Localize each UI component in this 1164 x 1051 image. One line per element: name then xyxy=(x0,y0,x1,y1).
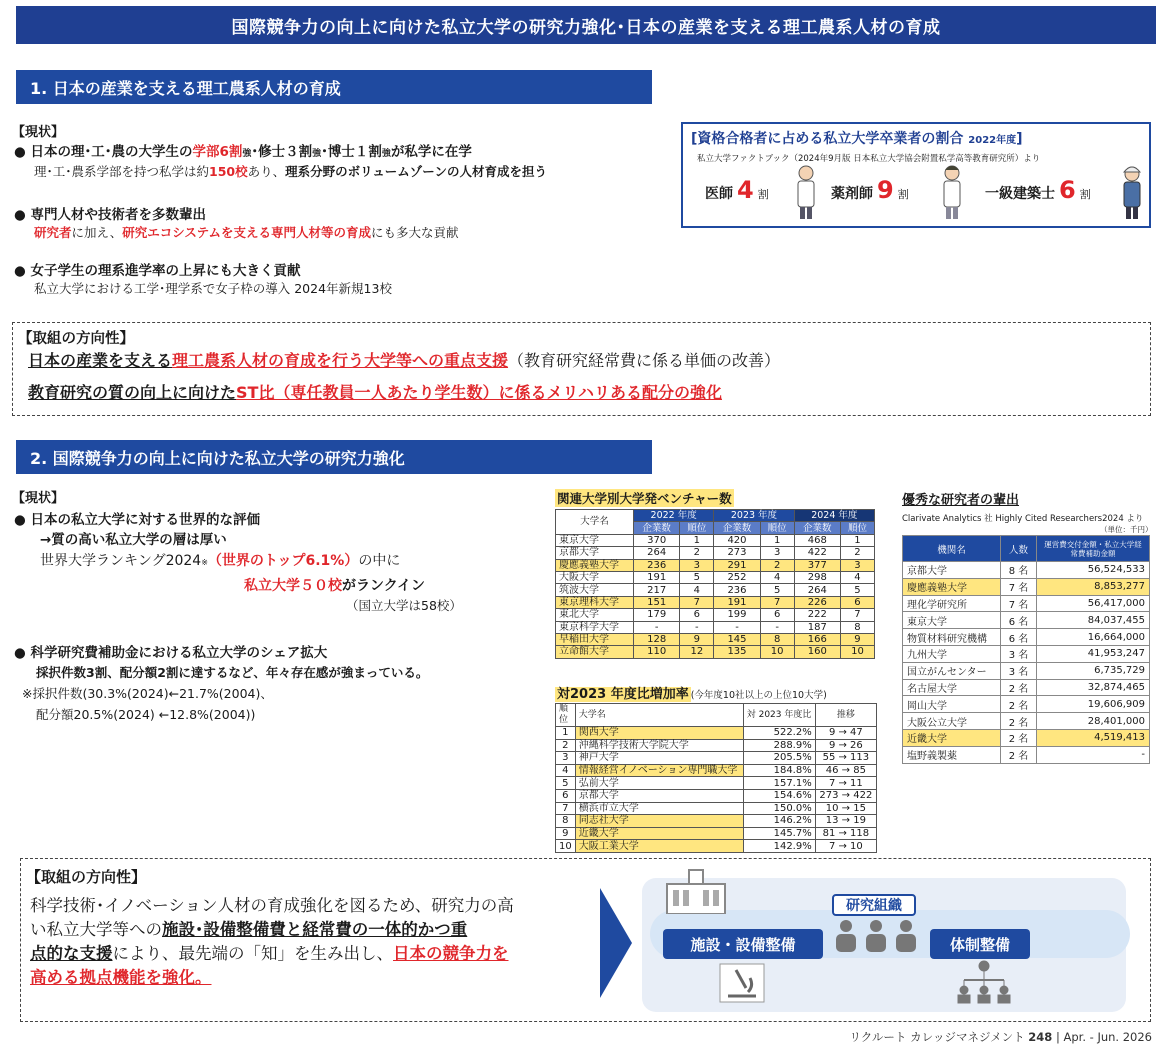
qualification-source: 私立大学ファクトブック（2024年9月版 日本私立大学協会附置私学高等教育研究所）より xyxy=(697,154,1041,164)
researchers-title: 優秀な研究者の輩出 xyxy=(902,493,1020,508)
growth-row xyxy=(556,752,877,765)
s1-bullet2: ● 専門人材や技術者を多数輩出 xyxy=(14,207,206,223)
venture-row xyxy=(556,571,875,583)
growth-cell-trend: 55 → 113 xyxy=(815,752,876,765)
venture-cell-a: 264 xyxy=(634,547,680,559)
venture-cell-ar: 4 xyxy=(680,584,714,596)
growth-title: 対2023 年度比増加率 xyxy=(557,687,689,702)
growth-cell-ratio: 146.2% xyxy=(743,815,815,828)
s2-bullet1-line3: 世界大学ランキング2024※（世界のトップ6.1%）の中に xyxy=(40,553,401,569)
growth-cell-rank: 5 xyxy=(556,777,576,790)
org-label: 研究組織 xyxy=(832,894,916,916)
venture-cell-ar: 2 xyxy=(680,547,714,559)
qual-pharmacist: 薬剤師 9 割 xyxy=(831,176,909,204)
section2-title: 2. 国際競争力の向上に向けた私立大学の研究力強化 xyxy=(16,440,652,474)
venture-row xyxy=(556,584,875,596)
s1-direction-line2: 教育研究の質の向上に向けたST比（専任教員一人あたり学生数）に係るメリハリある配分の強化 xyxy=(28,383,722,402)
venture-cell-cr: 2 xyxy=(840,547,874,559)
growth-h-name: 大学名 xyxy=(575,704,743,727)
researchers-cell-count: 8 名 xyxy=(1001,562,1037,579)
venture-cell-br: 7 xyxy=(760,596,794,608)
venture-cell-n: 東京理科大学 xyxy=(556,596,634,608)
venture-cell-br: 8 xyxy=(760,633,794,645)
growth-cell-rank: 1 xyxy=(556,727,576,740)
footer xyxy=(850,1029,1153,1045)
venture-cell-a: 110 xyxy=(634,646,680,658)
s2-note1: ※採択件数(30.3%(2024)←21.7%(2004)、 xyxy=(22,686,273,701)
researchers-cell-inst: 名古屋大学 xyxy=(903,679,1001,696)
growth-cell-rank: 3 xyxy=(556,752,576,765)
venture-row xyxy=(556,646,875,658)
footer-date: Apr. - Jun. 2026 xyxy=(1063,1030,1152,1044)
org-chart-icon xyxy=(955,960,1013,1004)
venture-cell-cr: 4 xyxy=(840,571,874,583)
venture-cell-cr: 6 xyxy=(840,596,874,608)
growth-cell-name: 京都大学 xyxy=(575,789,743,802)
s2-note2: 配分額20.5%(2024) ←12.8%(2004)) xyxy=(36,707,256,722)
venture-cell-br: 3 xyxy=(760,547,794,559)
architect-icon xyxy=(1119,164,1145,220)
venture-cell-n: 早稲田大学 xyxy=(556,633,634,645)
system-label: 体制整備 xyxy=(930,929,1030,959)
qual-doctor: 医師 4 割 xyxy=(705,176,769,204)
s2-bullet1: ● 日本の私立大学に対する世界的な評価 xyxy=(14,512,260,528)
researchers-table xyxy=(902,535,1150,764)
growth-cell-name: 弘前大学 xyxy=(575,777,743,790)
researchers-row xyxy=(903,729,1150,746)
venture-cell-b: 135 xyxy=(714,646,760,658)
venture-cell-b: 236 xyxy=(714,584,760,596)
venture-row xyxy=(556,534,875,546)
researchers-cell-inst: 国立がんセンター xyxy=(903,662,1001,679)
venture-cell-c: 468 xyxy=(794,534,840,546)
venture-cell-c: 187 xyxy=(794,621,840,633)
researchers-unit: （単位：千円） xyxy=(1100,525,1153,534)
growth-h-ratio: 対 2023 年度比 xyxy=(743,704,815,727)
venture-row xyxy=(556,609,875,621)
venture-cell-a: 151 xyxy=(634,596,680,608)
growth-cell-name: 情報経営イノベーション専門職大学 xyxy=(575,764,743,777)
growth-row xyxy=(556,827,877,840)
growth-cell-trend: 10 → 15 xyxy=(815,802,876,815)
venture-cell-b: 191 xyxy=(714,596,760,608)
venture-cell-b: 199 xyxy=(714,609,760,621)
venture-cell-cr: 9 xyxy=(840,633,874,645)
venture-cell-n: 東北大学 xyxy=(556,609,634,621)
researchers-cell-amount: 19,606,909 xyxy=(1037,696,1150,713)
growth-cell-rank: 4 xyxy=(556,764,576,777)
researchers-row xyxy=(903,713,1150,730)
growth-note: (今年度10社以上の上位10大学) xyxy=(690,690,827,701)
venture-cell-ar: - xyxy=(680,621,714,633)
researchers-cell-amount: 8,853,277 xyxy=(1037,578,1150,595)
growth-cell-ratio: 142.9% xyxy=(743,840,815,853)
venture-cell-cr: 1 xyxy=(840,534,874,546)
researchers-h-count: 人数 xyxy=(1001,536,1037,562)
researchers-cell-amount: 28,401,000 xyxy=(1037,713,1150,730)
researchers-cell-inst: 物質材料研究機構 xyxy=(903,629,1001,646)
s2-bullet2-sub: 採択件数3割、配分額2割に達するなど、年々存在感が強まっている。 xyxy=(36,665,429,680)
venture-row xyxy=(556,621,875,633)
venture-cell-a: 191 xyxy=(634,571,680,583)
s1-bullet1: ● 日本の理･工･農の大学生の学部6割強･修士３割強･博士１割強が私学に在学 xyxy=(14,144,472,160)
researchers-cell-amount: 41,953,247 xyxy=(1037,645,1150,662)
venture-h-rank: 順位 xyxy=(760,522,794,534)
s1-status-label: 【現状】 xyxy=(12,125,65,140)
venture-cell-br: - xyxy=(760,621,794,633)
s2-direction-label: 【取組の方向性】 xyxy=(26,868,147,886)
venture-row xyxy=(556,559,875,571)
venture-cell-cr: 5 xyxy=(840,584,874,596)
venture-h-y24: 2024 年度 xyxy=(794,510,874,522)
growth-cell-trend: 9 → 47 xyxy=(815,727,876,740)
growth-cell-trend: 7 → 10 xyxy=(815,840,876,853)
venture-cell-ar: 12 xyxy=(680,646,714,658)
venture-row xyxy=(556,596,875,608)
growth-cell-rank: 2 xyxy=(556,739,576,752)
researchers-row xyxy=(903,562,1150,579)
growth-cell-name: 関西大学 xyxy=(575,727,743,740)
venture-cell-br: 1 xyxy=(760,534,794,546)
s1-bullet1-sub: 理･工･農系学部を持つ私学は約150校あり、理系分野のボリュームゾーンの人材育成を担う xyxy=(34,164,548,179)
venture-cell-br: 10 xyxy=(760,646,794,658)
growth-cell-rank: 9 xyxy=(556,827,576,840)
microscope-icon xyxy=(718,962,766,1004)
researchers-row xyxy=(903,612,1150,629)
venture-h-count: 企業数 xyxy=(714,522,760,534)
researchers-row xyxy=(903,679,1150,696)
researchers-cell-count: 2 名 xyxy=(1001,729,1037,746)
researchers-cell-amount: 16,664,000 xyxy=(1037,629,1150,646)
s1-direction-line1: 日本の産業を支える理工農系人材の育成を行う大学等への重点支援（教育研究経常費に係る単価の改善） xyxy=(28,351,781,370)
researchers-cell-amount: 4,519,413 xyxy=(1037,729,1150,746)
researchers-source: Clarivate Analytics 社 Highly Cited Researchers2024 より xyxy=(902,514,1144,524)
venture-cell-n: 東京科学大学 xyxy=(556,621,634,633)
venture-cell-b: 145 xyxy=(714,633,760,645)
doctor-icon xyxy=(793,164,819,220)
right-arrow-icon xyxy=(598,888,634,998)
footer-issue: 248 xyxy=(1028,1030,1053,1044)
venture-cell-c: 422 xyxy=(794,547,840,559)
venture-cell-a: 370 xyxy=(634,534,680,546)
researchers-h-inst: 機関名 xyxy=(903,536,1001,562)
venture-cell-a: 236 xyxy=(634,559,680,571)
s1-bullet3-sub: 私立大学における工学･理学系で女子枠の導入 2024年新規13校 xyxy=(34,281,392,296)
venture-cell-b: 273 xyxy=(714,547,760,559)
growth-cell-rank: 6 xyxy=(556,789,576,802)
researchers-row xyxy=(903,662,1150,679)
s2-bullet1-line5: （国立大学は58校） xyxy=(346,598,462,613)
venture-cell-c: 166 xyxy=(794,633,840,645)
venture-cell-ar: 9 xyxy=(680,633,714,645)
s2-bullet1-line4: 私立大学５０校がランクイン xyxy=(244,578,426,594)
pharmacist-icon xyxy=(939,164,965,220)
growth-cell-ratio: 522.2% xyxy=(743,727,815,740)
venture-cell-c: 264 xyxy=(794,584,840,596)
growth-table xyxy=(555,703,877,853)
footer-publication: リクルート カレッジマネジメント xyxy=(849,1030,1025,1044)
venture-cell-br: 5 xyxy=(760,584,794,596)
growth-row xyxy=(556,815,877,828)
growth-row xyxy=(556,840,877,853)
growth-cell-name: 横浜市立大学 xyxy=(575,802,743,815)
people-group-icon xyxy=(830,918,922,954)
growth-row xyxy=(556,789,877,802)
venture-cell-ar: 7 xyxy=(680,596,714,608)
growth-title-row xyxy=(555,683,827,702)
venture-cell-ar: 3 xyxy=(680,559,714,571)
venture-cell-ar: 1 xyxy=(680,534,714,546)
s2-dir-line2: い私立大学等への施設･設備整備費と経常費の一体的かつ重 xyxy=(30,920,468,939)
growth-h-trend: 推移 xyxy=(815,704,876,727)
venture-cell-a: 128 xyxy=(634,633,680,645)
growth-cell-ratio: 288.9% xyxy=(743,739,815,752)
s2-direction-text xyxy=(30,894,590,990)
researchers-cell-count: 6 名 xyxy=(1001,612,1037,629)
researchers-row xyxy=(903,629,1150,646)
growth-cell-name: 同志社大学 xyxy=(575,815,743,828)
growth-cell-ratio: 150.0% xyxy=(743,802,815,815)
venture-h-rank: 順位 xyxy=(840,522,874,534)
venture-cell-ar: 6 xyxy=(680,609,714,621)
growth-cell-ratio: 145.7% xyxy=(743,827,815,840)
venture-cell-n: 筑波大学 xyxy=(556,584,634,596)
growth-row xyxy=(556,764,877,777)
venture-cell-br: 4 xyxy=(760,571,794,583)
researchers-cell-inst: 京都大学 xyxy=(903,562,1001,579)
venture-h-name: 大学名 xyxy=(556,510,634,535)
s1-bullet2-sub: 研究者に加え、研究エコシステムを支える専門人材等の育成にも多大な貢献 xyxy=(34,225,459,240)
qualification-title: [資格合格者に占める私立大学卒業者の割合 2022年度] xyxy=(691,131,1023,147)
researchers-cell-inst: 九州大学 xyxy=(903,645,1001,662)
researchers-cell-inst: 東京大学 xyxy=(903,612,1001,629)
researchers-cell-inst: 塩野義製薬 xyxy=(903,746,1001,763)
researchers-row xyxy=(903,578,1150,595)
researchers-cell-count: 6 名 xyxy=(1001,629,1037,646)
footer-separator: | xyxy=(1055,1030,1060,1044)
growth-cell-trend: 273 → 422 xyxy=(815,789,876,802)
researchers-cell-inst: 大阪公立大学 xyxy=(903,713,1001,730)
researchers-cell-count: 2 名 xyxy=(1001,679,1037,696)
growth-cell-rank: 8 xyxy=(556,815,576,828)
growth-cell-trend: 46 → 85 xyxy=(815,764,876,777)
s1-bullet3: ● 女子学生の理系進学率の上昇にも大きく貢献 xyxy=(14,263,301,279)
venture-cell-c: 298 xyxy=(794,571,840,583)
growth-row xyxy=(556,802,877,815)
researchers-cell-amount: 32,874,465 xyxy=(1037,679,1150,696)
venture-cell-c: 160 xyxy=(794,646,840,658)
venture-cell-br: 6 xyxy=(760,609,794,621)
venture-cell-a: 217 xyxy=(634,584,680,596)
growth-cell-name: 沖縄科学技術大学院大学 xyxy=(575,739,743,752)
growth-cell-ratio: 205.5% xyxy=(743,752,815,765)
venture-cell-n: 慶應義塾大学 xyxy=(556,559,634,571)
venture-h-count: 企業数 xyxy=(794,522,840,534)
researchers-cell-count: 3 名 xyxy=(1001,662,1037,679)
growth-row xyxy=(556,727,877,740)
growth-cell-name: 大阪工業大学 xyxy=(575,840,743,853)
researchers-cell-count: 7 名 xyxy=(1001,595,1037,612)
venture-row xyxy=(556,547,875,559)
growth-row xyxy=(556,777,877,790)
researchers-h-amount: 運営費交付金額・私立大学経常費補助金額 xyxy=(1037,536,1150,562)
venture-h-y23: 2023 年度 xyxy=(714,510,794,522)
researchers-cell-amount: 6,735,729 xyxy=(1037,662,1150,679)
venture-cell-a: - xyxy=(634,621,680,633)
growth-h-rank: 順位 xyxy=(556,704,576,727)
s2-bullet1-line2: →質の高い私立大学の層は厚い xyxy=(40,532,227,548)
growth-cell-trend: 81 → 118 xyxy=(815,827,876,840)
facility-label: 施設・設備整備 xyxy=(663,929,823,959)
researchers-cell-count: 3 名 xyxy=(1001,645,1037,662)
growth-row xyxy=(556,739,877,752)
growth-cell-rank: 7 xyxy=(556,802,576,815)
venture-cell-n: 京都大学 xyxy=(556,547,634,559)
growth-cell-ratio: 157.1% xyxy=(743,777,815,790)
venture-cell-b: 291 xyxy=(714,559,760,571)
venture-cell-b: 420 xyxy=(714,534,760,546)
researchers-cell-inst: 理化学研究所 xyxy=(903,595,1001,612)
venture-cell-cr: 10 xyxy=(840,646,874,658)
venture-h-count: 企業数 xyxy=(634,522,680,534)
researchers-row xyxy=(903,696,1150,713)
researchers-row xyxy=(903,595,1150,612)
s2-status-label: 【現状】 xyxy=(12,491,65,506)
venture-cell-ar: 5 xyxy=(680,571,714,583)
page-banner: 国際競争力の向上に向けた私立大学の研究力強化･日本の産業を支える理工農系人材の育成 xyxy=(16,6,1156,44)
researchers-cell-inst: 慶應義塾大学 xyxy=(903,578,1001,595)
s2-dir-line4: 高める拠点機能を強化。 xyxy=(30,968,212,987)
venture-cell-br: 2 xyxy=(760,559,794,571)
venture-cell-cr: 3 xyxy=(840,559,874,571)
venture-cell-n: 立命館大学 xyxy=(556,646,634,658)
researchers-cell-amount: 56,524,533 xyxy=(1037,562,1150,579)
researchers-cell-inst: 近畿大学 xyxy=(903,729,1001,746)
growth-cell-trend: 9 → 26 xyxy=(815,739,876,752)
venture-title: 関連大学別大学発ベンチャー数 xyxy=(557,491,732,506)
venture-table xyxy=(555,509,875,659)
s2-dir-line1: 科学技術･イノベーション人材の育成強化を図るため、研究力の高 xyxy=(30,896,514,915)
venture-cell-n: 大阪大学 xyxy=(556,571,634,583)
researchers-cell-inst: 岡山大学 xyxy=(903,696,1001,713)
section1-title: 1. 日本の産業を支える理工農系人材の育成 xyxy=(16,70,652,104)
venture-cell-b: 252 xyxy=(714,571,760,583)
researchers-cell-count: 7 名 xyxy=(1001,578,1037,595)
researchers-row xyxy=(903,645,1150,662)
growth-cell-name: 近畿大学 xyxy=(575,827,743,840)
growth-cell-name: 神戸大学 xyxy=(575,752,743,765)
researchers-cell-amount: 56,417,000 xyxy=(1037,595,1150,612)
venture-cell-c: 377 xyxy=(794,559,840,571)
researchers-cell-amount: 84,037,455 xyxy=(1037,612,1150,629)
qual-architect: 一級建築士 6 割 xyxy=(985,176,1091,204)
s2-dir-line3: 点的な支援により、最先端の「知」を生み出し、日本の競争力を xyxy=(30,944,509,963)
s2-bullet2: ● 科学研究費補助金における私立大学のシェア拡大 xyxy=(14,645,328,661)
venture-cell-cr: 8 xyxy=(840,621,874,633)
researchers-cell-count: 2 名 xyxy=(1001,713,1037,730)
university-building-icon xyxy=(665,868,727,914)
venture-row xyxy=(556,633,875,645)
growth-cell-trend: 13 → 19 xyxy=(815,815,876,828)
qualification-box xyxy=(681,122,1151,228)
venture-cell-c: 226 xyxy=(794,596,840,608)
venture-h-rank: 順位 xyxy=(680,522,714,534)
venture-cell-c: 222 xyxy=(794,609,840,621)
venture-cell-a: 179 xyxy=(634,609,680,621)
growth-cell-rank: 10 xyxy=(556,840,576,853)
s1-direction-label: 【取組の方向性】 xyxy=(18,331,134,347)
venture-cell-cr: 7 xyxy=(840,609,874,621)
venture-cell-n: 東京大学 xyxy=(556,534,634,546)
researchers-cell-amount: - xyxy=(1037,746,1150,763)
growth-cell-ratio: 184.8% xyxy=(743,764,815,777)
researchers-cell-count: 2 名 xyxy=(1001,746,1037,763)
researchers-row xyxy=(903,746,1150,763)
researchers-cell-count: 2 名 xyxy=(1001,696,1037,713)
growth-cell-ratio: 154.6% xyxy=(743,789,815,802)
venture-h-y22: 2022 年度 xyxy=(634,510,714,522)
venture-cell-b: - xyxy=(714,621,760,633)
growth-cell-trend: 7 → 11 xyxy=(815,777,876,790)
